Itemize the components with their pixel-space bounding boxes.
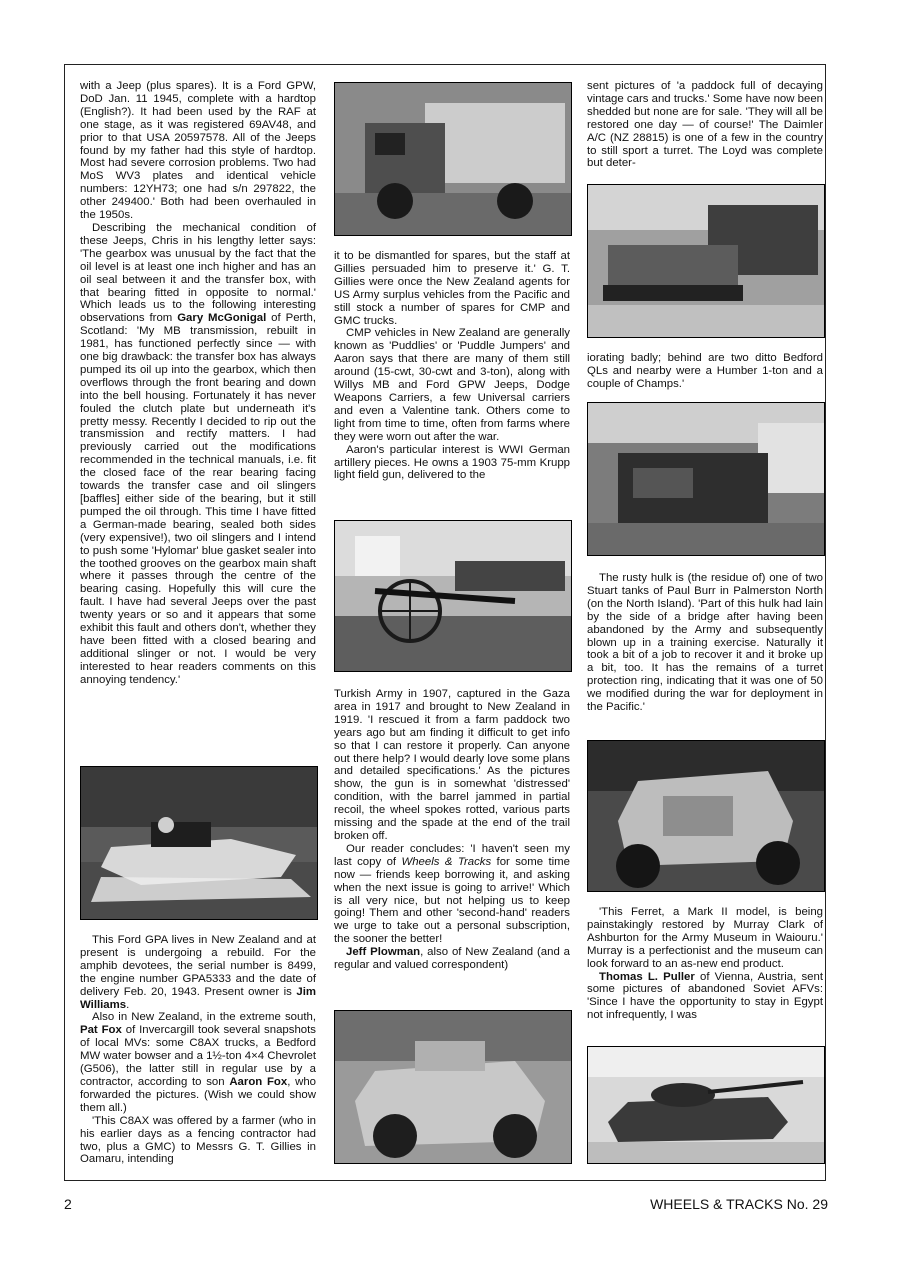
col1-paragraph-1: with a Jeep (plus spares). It is a Ford GPW, DoD Jan. 11 1945, complete with a hardtop (English?). It had been used by the RAF at one stage, as it was registered 69AV48, and prior to that USA 20597578. All of the Jeeps found by my father had this style of hardtop. Most had severe corrosion problems. Two had MoS WV3 plates and identical vehicle numbers: 12YH73; one had s/n 297822, the other 249400.' Both had been overhauled in the 1950s. (80, 80, 316, 222)
photo-daimler-armoured-car (334, 1010, 572, 1164)
col1-paragraph-3: This Ford GPA lives in New Zealand and at present is undergoing a rebuild. For the amphib devotees, the serial number is 8499, the engine number GPA5333 and the date of delivery Feb. 20, 1943. Present owner is Jim Williams. (80, 934, 316, 1011)
column-3-lower (587, 572, 823, 714)
page-number: 2 (64, 1196, 72, 1212)
col3-paragraph-3: The rusty hulk is (the residue of) one of two Stuart tanks of Paul Burr in Palmerston North (on the North Island). 'Part of this hulk had lain by the side of a bridge after having been abandoned by the Army and subsequently blown up in a training exercise. Naturally it took a bit of a job to recover it and it broke up a bit, too. It has the remains of a turret protection ring, indicating that it was one of 50 we modified during the war for deployment in the Pacific.' (587, 572, 823, 714)
column-1-lower (80, 934, 316, 1166)
column-3-mid (587, 352, 823, 391)
author-aaron-fox: Aaron Fox (229, 1075, 288, 1088)
column-2-lower (334, 688, 570, 972)
photo-c8ax-truck (334, 82, 572, 236)
column-1 (80, 80, 316, 687)
col3-paragraph-2: iorating badly; behind are two ditto Bedford QLs and nearby were a Humber 1-ton and a couple of Champs.' (587, 352, 823, 390)
col2-paragraph-3: Aaron's particular interest is WWI German artillery pieces. He owns a 1903 75-mm Krupp light field gun, delivered to the (334, 443, 570, 482)
photo-soviet-tank-egypt (587, 1046, 825, 1164)
col3-paragraph-5: Thomas L. Puller of Vienna, Austria, sent some pictures of abandoned Soviet AFVs: 'Since I have the opportunity to stay in Egypt not infrequently, I was (587, 970, 823, 1022)
author-jeff-plowman: Jeff Plowman (346, 946, 421, 959)
photo-stuart-tank-hulk (587, 402, 825, 556)
author-pat-fox: Pat Fox (80, 1024, 122, 1037)
col3-paragraph-1: sent pictures of 'a paddock full of decaying vintage cars and trucks.' Some have now been shedded but none are for sale. 'They will all be restored one day — of course!' The Daimler A/C (NZ 28815) is one of a few in the country to still sport a turret. The Loyd was complete but deter- (587, 80, 823, 170)
magazine-issue: WHEELS & TRACKS No. 29 (650, 1196, 828, 1212)
col2-paragraph-4: Turkish Army in 1907, captured in the Gaza area in 1917 and brought to New Zealand in 1919. 'I rescued it from a farm paddock two years ago but am finding it difficult to get info so that I can restore it properly. Can anyone out there help? I would dearly love some plans and detailed specifications.' As the pictures show, the gun is in somewhat 'distressed' condition, with the barrel jammed in partial recoil, the wheel spokes rotted, various parts missing and the spade at the end of the trail broken off. (334, 688, 570, 842)
photo-krupp-field-gun (334, 520, 572, 672)
col1-paragraph-4: Also in New Zealand, in the extreme south, Pat Fox of Invercargill took several snapshots of local MVs: some C8AX trucks, a Bedford MW water bowser and a 1½-ton 4×4 Chevrolet (G506), the latter still in regular use by a contractor, according to son Aaron Fox, who forwarded the pictures. (Wish we could show them all.) (80, 1011, 316, 1114)
col1-paragraph-5: 'This C8AX was offered by a farmer (who in his earlier days as a fencing contractor had two, plus a GMC) to Messrs G. T. Gillies in Oamaru, intending (80, 1114, 316, 1166)
photo-ford-gpa-amphib (80, 766, 318, 920)
column-3-bottom (587, 906, 823, 1022)
author-gary-mcgonigal: Gary McGonigal (177, 312, 267, 325)
owner-jim-williams: Jim Williams (80, 985, 316, 1011)
column-3 (587, 80, 823, 170)
col2-paragraph-6: Jeff Plowman, also of New Zealand (and a regular and valued correspondent) (334, 946, 571, 972)
col1-paragraph-2: Describing the mechanical condition of these Jeeps, Chris in his lengthy letter says: 'The gearbox was unusual by the fact that the oil level is at least one inch higher and has an oil seal between it and the transfer box, with that bearing fitted in opposite to normal.' Which leads us to the following interesting observations from Gary McGonigal of Perth, Scotland: 'My MB transmission, rebuilt in 1981, has functioned perfectly since — with one big drawback: the transfer box has always pumped its oil up into the gearbox, which then overflows through the front bearing and down into the bell housing. Fortunately it has never fouled the clutch plate but underneath it's pretty messy. Recently I decided to rip out the transmission and rectify matters. I had previously carried out the modifications recommended in the technical manuals, i.e. fit the closed face of the rear bearing facing towards the transfer case and oil slingers [baffles] either side of the bearing, but it still pumped the oil through. This time I have fitted a German-made bearing, sealed both sides (very expensive!), two oil slingers and I intend to push some 'Hylomar' blue gasket sealer into the toothed grooves on the gearbox main shaft where it passes through the centre of the bearing casing. Hopefully this will cure the fault. I have had several Jeeps over the past twenty years or so and it appears that some exhibit this fault and others don't, whether they have been fitted with a closed bearing and additional slinger or not. I would be very interested to hear readers comments on this annoying tendency.' (80, 221, 316, 686)
col2-paragraph-5: Our reader concludes: 'I haven't seen my last copy of Wheels & Tracks for some time now — friends keep borrowing it, and asking when the next issue is going to arrive!' Which is all very nice, but not helping us to keep going! Them and other 'second-hand' readers we urge to take out a personal subscription, the sooner the better! (334, 842, 570, 946)
photo-loyd-carrier (587, 184, 825, 338)
col3-paragraph-4: 'This Ferret, a Mark II model, is being painstakingly restored by Murray Clark of Ashburton for the Army Museum in Waiouru.' Murray is a perfectionist and the museum can look forward to an as-new end product. (587, 906, 823, 970)
col2-paragraph-1: it to be dismantled for spares, but the staff at Gillies persuaded him to preserve it.' G. T. Gillies were once the New Zealand agents for US Army surplus vehicles from the Pacific and still stock a number of spares for CMP and GMC trucks. (334, 250, 570, 327)
author-thomas-puller: Thomas L. Puller (599, 970, 695, 983)
col2-paragraph-2: CMP vehicles in New Zealand are generally known as 'Puddlies' or 'Puddle Jumpers' and Aaron says that there are many of them still around (15-cwt, 30-cwt and 3-ton), along with Willys MB and Ford GPW Jeeps, Dodge Weapons Carriers, a few Universal carriers and even a Valentine tank. Others come to light from time to time, often from farms where they were worn out after the war. (334, 327, 570, 443)
photo-ferret-scout-car (587, 740, 825, 892)
column-2 (334, 250, 570, 482)
magazine-title-italic: Wheels & Tracks (401, 855, 492, 868)
